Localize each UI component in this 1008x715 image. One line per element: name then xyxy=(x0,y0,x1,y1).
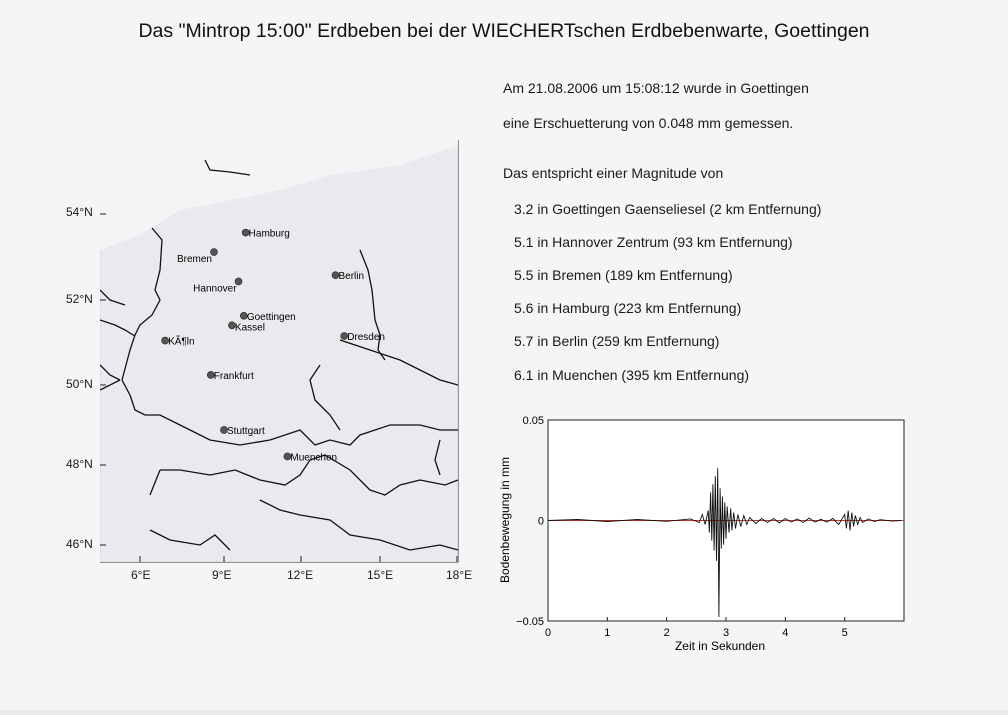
x-axis-label: Zeit in Sekunden xyxy=(674,639,766,653)
x-tick-label: 4 xyxy=(782,627,789,639)
magnitude-intro: Das entspricht einer Magnitude von xyxy=(503,165,724,181)
lat-tick-label: 50°N xyxy=(66,377,93,391)
page-title: Das "Mintrop 15:00" Erdbeben bei der WIECHERTschen Erdbebenwarte, Goettingen xyxy=(138,20,870,42)
magnitude-item: 5.7 in Berlin (259 km Entfernung) xyxy=(514,333,720,349)
amplitude-line: eine Erschuetterung von 0.048 mm gemessen. xyxy=(503,115,794,131)
seismogram-chart xyxy=(490,405,920,665)
x-tick-label: 0 xyxy=(544,627,552,639)
lat-tick-label: 46°N xyxy=(66,537,93,551)
city-label: Muenchen xyxy=(290,452,338,464)
lon-tick-label: 15°E xyxy=(367,568,394,582)
x-tick-label: 2 xyxy=(663,627,670,639)
city-label: Hannover xyxy=(193,283,237,295)
city-label: Goettingen xyxy=(246,311,296,323)
lon-tick-label: 12°E xyxy=(287,568,314,582)
magnitude-item: 5.6 in Hamburg (223 km Entfernung) xyxy=(514,300,742,316)
lat-tick-label: 48°N xyxy=(66,457,93,471)
magnitude-item: 5.1 in Hannover Zentrum (93 km Entfernung) xyxy=(514,234,793,250)
lon-tick-label: 9°E xyxy=(212,568,232,582)
magnitude-item: 3.2 in Goettingen Gaenseliesel (2 km Entfernung) xyxy=(514,201,822,217)
y-tick-label: 0 xyxy=(537,515,544,528)
measurement-line: Am 21.08.2006 um 15:08:12 wurde in Goettingen xyxy=(503,80,809,96)
city-label: Bremen xyxy=(176,254,212,266)
city-label: Berlin xyxy=(338,271,365,283)
scan-edge xyxy=(0,710,1008,715)
lon-tick-label: 6°E xyxy=(131,568,151,582)
x-tick-label: 5 xyxy=(841,627,848,639)
magnitude-item: 6.1 in Muenchen (395 km Entfernung) xyxy=(514,367,750,383)
city-label: Stuttgart xyxy=(227,425,265,437)
city-label: Hamburg xyxy=(248,228,290,240)
y-tick-label: −0.05 xyxy=(516,616,544,628)
lat-tick-label: 54°N xyxy=(66,205,93,219)
x-tick-label: 1 xyxy=(604,627,611,639)
magnitude-item: 5.5 in Bremen (189 km Entfernung) xyxy=(514,267,733,283)
city-label: Frankfurt xyxy=(213,370,254,382)
city-label: Kassel xyxy=(234,322,265,334)
lat-tick-label: 52°N xyxy=(66,292,93,306)
x-tick-label: 3 xyxy=(722,627,730,639)
lon-tick-label: 18°E xyxy=(446,568,473,582)
y-tick-label: 0.05 xyxy=(522,415,544,427)
city-label: KÃ¶ln xyxy=(168,336,195,348)
germany-map xyxy=(100,140,460,565)
city-label: Dresden xyxy=(347,332,386,344)
y-axis-label: Bodenbewegung in mm xyxy=(498,456,512,584)
